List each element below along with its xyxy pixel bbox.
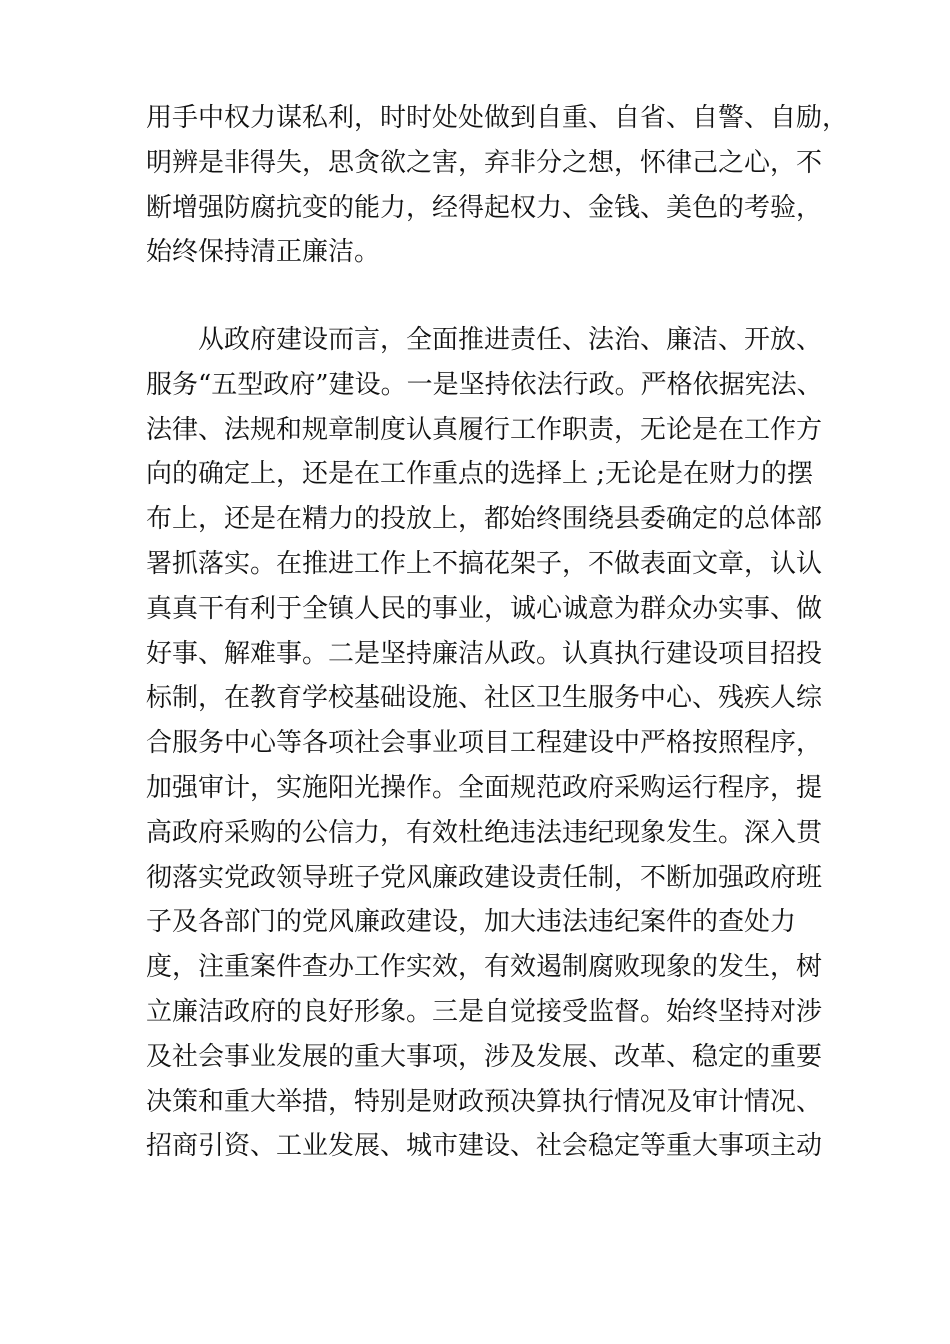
text-line: 彻落实党政领导班子党风廉政建设责任制，不断加强政府班 [146, 862, 823, 893]
text-line: 断增强防腐抗变的能力，经得起权力、金钱、美色的考验， [146, 192, 823, 223]
text-line: 布上，还是在精力的投放上，都始终围绕县委确定的总体部 [146, 504, 823, 535]
text-line: 法律、法规和规章制度认真履行工作职责，无论是在工作方 [146, 414, 823, 445]
text-line: 合服务中心等各项社会事业项目工程建设中严格按照程序， [146, 728, 823, 759]
paragraph-1 [146, 96, 849, 275]
text-line: 服务“五型政府”建设。一是坚持依法行政。严格依据宪法、 [146, 369, 823, 400]
text-line: 决策和重大举措，特别是财政预决算执行情况及审计情况、 [146, 1086, 823, 1117]
text-line: 招商引资、工业发展、城市建设、社会稳定等重大事项主动 [146, 1131, 823, 1162]
text-line-first-indented: 从政府建设而言，全面推进责任、法治、廉洁、开放、 [198, 325, 823, 355]
text-line: 向的确定上，还是在工作重点的选择上 ;无论是在财力的摆 [146, 459, 814, 490]
text-line: 标制，在教育学校基础设施、社区卫生服务中心、残疾人综 [146, 683, 823, 714]
text-line: 度，注重案件查办工作实效，有效遏制腐败现象的发生，树 [146, 952, 823, 983]
text-line: 子及各部门的党风廉政建设，加大违法违纪案件的查处力 [146, 907, 797, 938]
text-line: 用手中权力谋私利，时时处处做到自重、自省、自警、自励， [146, 103, 849, 133]
paragraph-2 [146, 318, 823, 1169]
text-line: 明辨是非得失，思贪欲之害，弃非分之想，怀律己之心，不 [146, 147, 823, 178]
text-line: 立廉洁政府的良好形象。三是自觉接受监督。始终坚持对涉 [146, 996, 823, 1027]
text-line: 加强审计，实施阳光操作。全面规范政府采购运行程序，提 [146, 772, 823, 803]
text-line: 好事、解难事。二是坚持廉洁从政。认真执行建设项目招投 [146, 638, 823, 669]
text-line: 真真干有利于全镇人民的事业，诚心诚意为群众办实事、做 [146, 593, 823, 624]
text-line: 高政府采购的公信力，有效杜绝违法违纪现象发生。深入贯 [146, 817, 823, 848]
text-line: 始终保持清正廉洁。 [146, 237, 381, 268]
text-line: 署抓落实。在推进工作上不搞花架子，不做表面文章，认认 [146, 548, 823, 579]
text-line: 及社会事业发展的重大事项，涉及发展、改革、稳定的重要 [146, 1041, 823, 1072]
